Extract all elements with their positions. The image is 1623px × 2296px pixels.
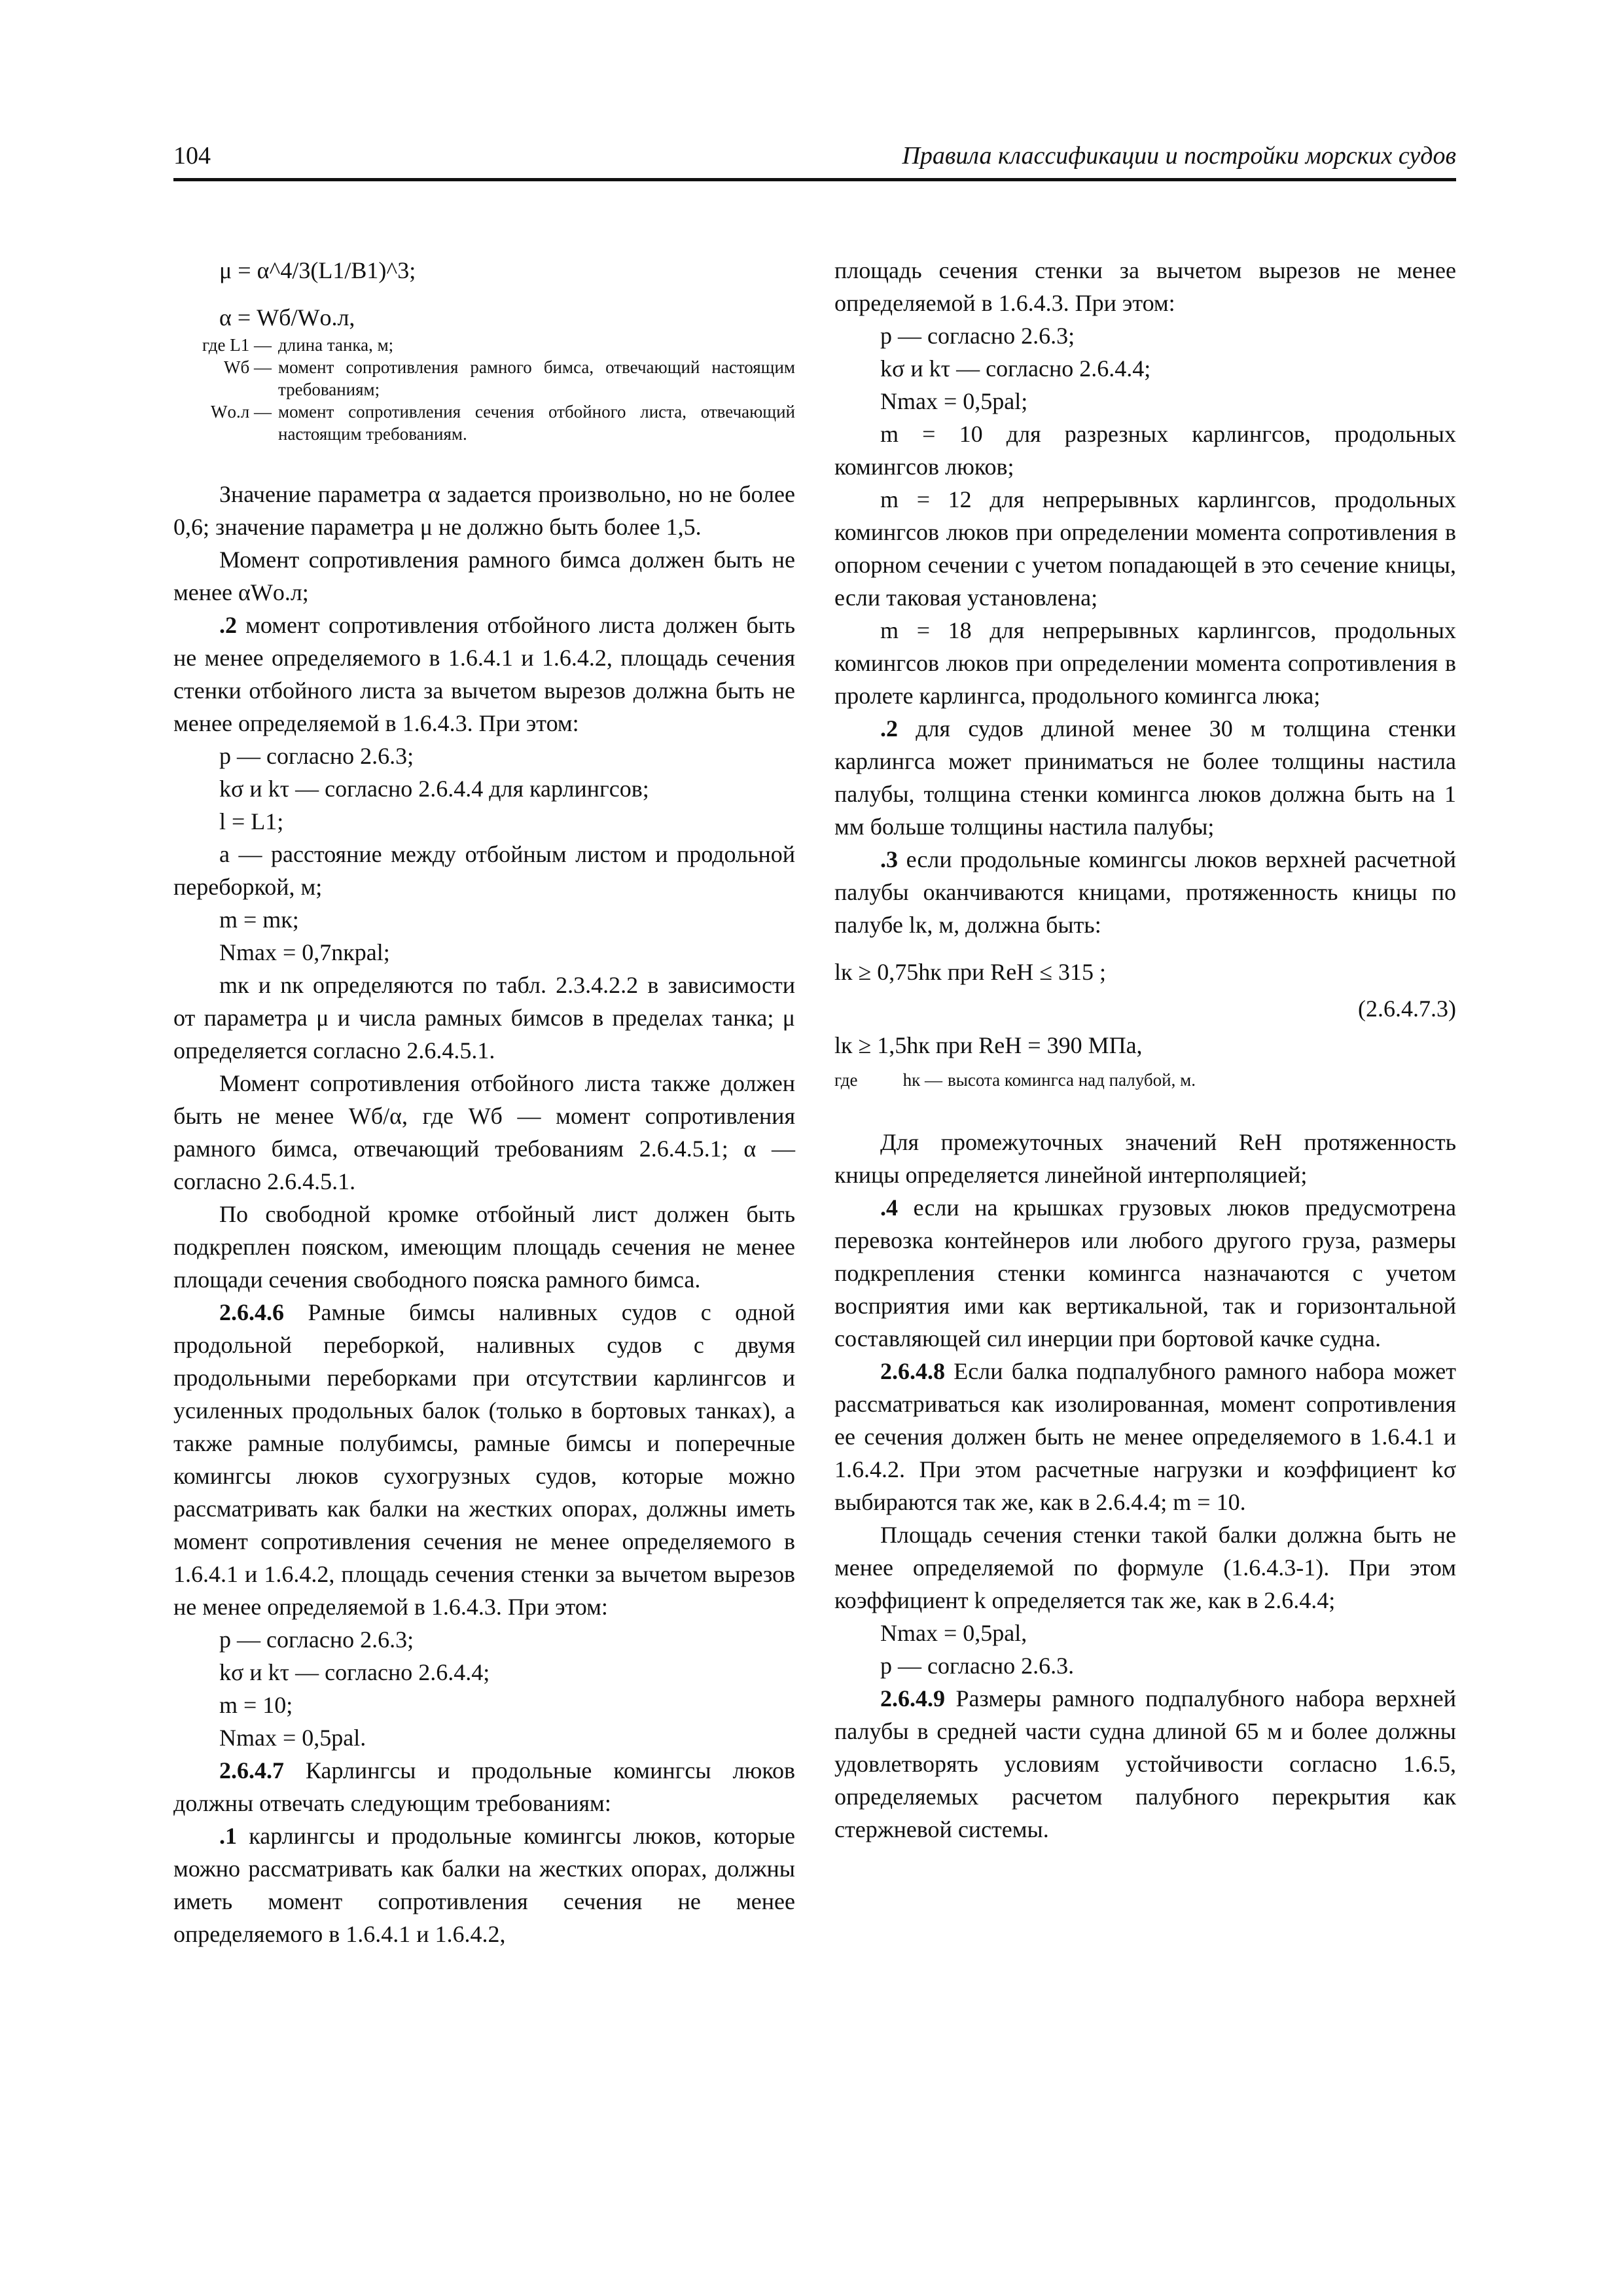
notation-text: момент сопротивления рамного бимса, отвечающий настоящим требованиям;: [278, 357, 795, 399]
running-title: Правила классификации и постройки морских судов: [902, 142, 1456, 170]
page-header: [173, 141, 1456, 181]
list-line: kσ и kτ — согласно 2.6.4.4;: [219, 1659, 490, 1685]
list-line: kσ и kτ — согласно 2.6.4.4 для карлингсов;: [219, 776, 649, 802]
item-number: .1: [219, 1823, 237, 1849]
paragraph-text: Размеры рамного подпалубного набора верхней палубы в средней части судна длиной 65 м и более должны удовлетворять условиям устойчивости согласно 1.6.5, определяемых расчетом палубного перекрытия как стержневой системы.: [834, 1685, 1456, 1842]
list-line: Nmax = 0,7nкpal;: [219, 939, 390, 965]
list-line: kσ и kτ — согласно 2.6.4.4;: [880, 355, 1151, 382]
paragraph: площадь сечения стенки за вычетом вырезов не менее определяемой в 1.6.4.3. При этом:: [834, 257, 1456, 316]
paragraph: m = 18 для непрерывных карлингсов, продольных комингсов люков при определении момента сопротивления в пролете карлингса, продольного комингса люка;: [834, 617, 1456, 709]
list-line: p — согласно 2.6.3;: [880, 323, 1075, 349]
notation-text: момент сопротивления сечения отбойного листа, отвечающий настоящим требованиям.: [278, 402, 795, 444]
paragraph: Момент сопротивления отбойного листа также должен быть не менее Wб/α, где Wб — момент сопротивления рамного бимса, отвечающий требованиям 2.6.4.5.1; α — согласно 2.6.4.5.1.: [173, 1070, 795, 1194]
list-line: p — согласно 2.6.3;: [219, 1626, 414, 1653]
list-line: m = 10;: [219, 1692, 293, 1718]
notation-list: [173, 334, 795, 445]
item-number: .3: [880, 846, 898, 872]
item-number: .4: [880, 1194, 898, 1221]
notation-key: Wб —: [224, 357, 272, 377]
list-line: Nmax = 0,5pal.: [219, 1725, 366, 1751]
page-number: 104: [173, 142, 211, 170]
paragraph: По свободной кромке отбойный лист должен быть подкреплен пояском, имеющим площадь сечения не менее площади сечения свободного пояска рамного бимса.: [173, 1201, 795, 1293]
formula-block: [834, 956, 1456, 1067]
left-column: [173, 254, 795, 1950]
formula-line: lк ≥ 1,5hк при ReH = 390 МПа,: [834, 1032, 1143, 1058]
list-line: Nmax = 0,5pal,: [880, 1620, 1027, 1646]
paragraph: Площадь сечения стенки такой балки должна быть не менее определяемой по формуле (1.6.4.3-1). При этом коэффициент k определяется так же, как в 2.6.4.4;: [834, 1522, 1456, 1613]
section-number: 2.6.4.9: [880, 1685, 945, 1712]
paragraph-text: Карлингсы и продольные комингсы люков должны отвечать следующим требованиям:: [173, 1757, 795, 1816]
notation-text: длина танка, м;: [278, 335, 394, 355]
paragraph: Для промежуточных значений ReH протяженность кницы определяется линейной интерполяцией;: [834, 1129, 1456, 1188]
paragraph: [834, 1191, 1456, 1355]
right-column: [834, 254, 1456, 1846]
list-line: p — согласно 2.6.3;: [219, 743, 414, 769]
formula-line: lк ≥ 0,75hк при ReH ≤ 315 ;: [834, 959, 1107, 985]
item-number: .2: [880, 715, 898, 742]
formula-number: (2.6.4.7.3): [1358, 996, 1456, 1022]
item-number: .2: [219, 612, 237, 638]
paragraph-text: Рамные бимсы наливных судов с одной продольной переборкой, наливных судов с двумя продольными переборками при отсутствии карлингсов и усиленных продольных балок (только в бортовых танках), а также рамные полубимсы, рамные бимсы и поперечные комингсы люков сухогрузных судов, которые можно рассматривать как балки на жестких опорах, должны иметь момент сопротивления сечения не менее определяемого в 1.6.4.1 и 1.6.4.2, площадь сечения стенки за вычетом вырезов не менее определяемой в 1.6.4.3. При этом:: [173, 1299, 795, 1620]
paragraph-text: для судов длиной менее 30 м толщина стенки карлингса может приниматься не более толщины настила палубы, толщина стенки комингса люков должна быть на 1 мм больше толщины настила палубы;: [834, 715, 1456, 840]
section-number: 2.6.4.6: [219, 1299, 284, 1325]
list-line: a — расстояние между отбойным листом и продольной переборкой, м;: [173, 841, 795, 900]
notation-key: hк —: [902, 1070, 942, 1090]
paragraph-text: карлингсы и продольные комингсы люков, которые можно рассматривать как балки на жестких опорах, должны иметь момент сопротивления сечения не менее определяемого в 1.6.4.1 и 1.6.4.2,: [173, 1823, 795, 1947]
paragraph: [173, 1296, 795, 1623]
paragraph: [834, 1355, 1456, 1518]
section-number: 2.6.4.7: [219, 1757, 284, 1784]
paragraph: [173, 609, 795, 740]
where-label: где: [202, 335, 226, 355]
list-line: p — согласно 2.6.3.: [880, 1653, 1075, 1679]
paragraph-text: если продольные комингсы люков верхней расчетной палубы оканчиваются кницами, протяженность кницы по палубе lк, м, должна быть:: [834, 846, 1456, 938]
section-number: 2.6.4.8: [880, 1358, 945, 1384]
formula-alpha: α = Wб/Wо.л,: [219, 304, 355, 331]
paragraph: Момент сопротивления рамного бимса должен быть не менее αWо.л;: [173, 547, 795, 605]
notation-row: [173, 401, 795, 445]
paragraph: [173, 1754, 795, 1820]
paragraph-text: момент сопротивления отбойного листа должен быть не менее определяемого в 1.6.4.1 и 1.6.4.2, площадь сечения стенки отбойного листа за вычетом вырезов должна быть не менее определяемой в 1.6.4.3. При этом:: [173, 612, 795, 736]
list-line: m = mк;: [219, 906, 299, 933]
paragraph: [173, 1820, 795, 1950]
header-rule: [173, 178, 1456, 181]
paragraph: m = 10 для разрезных карлингсов, продольных комингсов люков;: [834, 421, 1456, 480]
where-label: где: [834, 1070, 858, 1090]
list-line: l = L1;: [219, 808, 284, 834]
notation-row: [173, 334, 795, 356]
formula-mu: μ = α^4/3(L1/B1)^3;: [219, 257, 416, 283]
paragraph: [834, 712, 1456, 843]
paragraph-text: если на крышках грузовых люков предусмотрена перевозка контейнеров или любого другого груза, размеры подкрепления стенки комингса назначаются с учетом восприятия ими как вертикальной, так и горизонтальной составляющей сил инерции при бортовой качке судна.: [834, 1194, 1456, 1352]
notation-key: L1 —: [230, 335, 272, 355]
paragraph: [834, 843, 1456, 941]
list-line: Nmax = 0,5pal;: [880, 388, 1028, 414]
notation-text: высота комингса над палубой, м.: [948, 1070, 1196, 1090]
paragraph-text: Если балка подпалубного рамного набора может рассматриваться как изолированная, момент сопротивления ее сечения должен быть не менее определяемого в 1.6.4.1 и 1.6.4.2. При этом расчетные нагрузки и коэффициент kσ выбираются так же, как в 2.6.4.4; m = 10.: [834, 1358, 1456, 1515]
paragraph: m = 12 для непрерывных карлингсов, продольных комингсов люков при определении момента сопротивления в опорном сечении с учетом попадающей в это сечение кницы, если таковая установлена;: [834, 486, 1456, 611]
paragraph: mк и nк определяются по табл. 2.3.4.2.2 в зависимости от параметра μ и числа рамных бимсов в пределах танка; μ определяется согласно 2.6.4.5.1.: [173, 972, 795, 1064]
notation-row: [173, 356, 795, 401]
paragraph: Значение параметра α задается произвольно, но не более 0,6; значение параметра μ не должно быть более 1,5.: [173, 481, 795, 540]
notation-row: [834, 1067, 1456, 1093]
paragraph: [834, 1682, 1456, 1846]
notation-key: Wо.л —: [211, 402, 272, 422]
